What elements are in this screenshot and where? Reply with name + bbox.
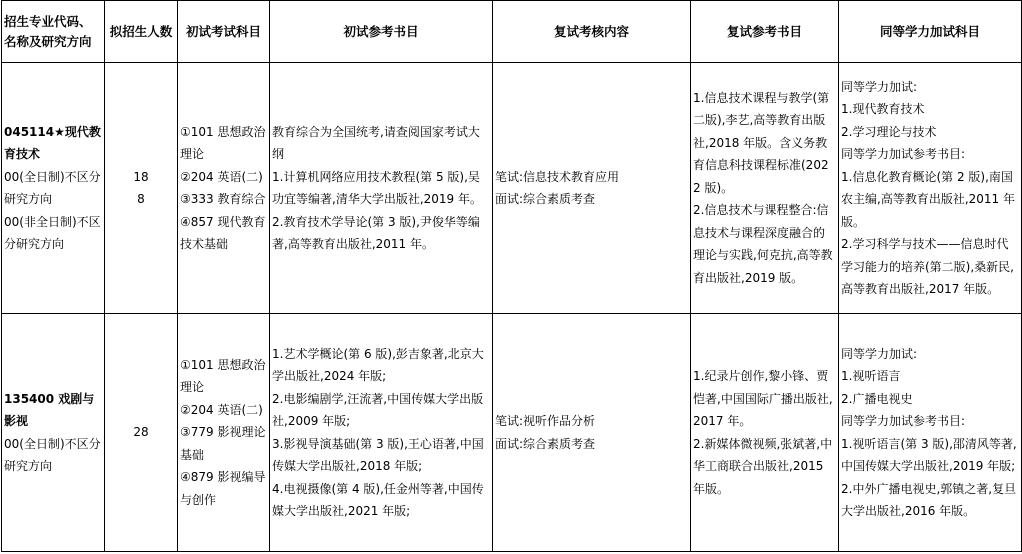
admissions-table — [1, 0, 1022, 552]
exam-subject: ②204 英语(二) — [180, 169, 263, 184]
reference-item: 1.纪录片创作,黎小锋、贾恺著,中国国际广播出版社,2017 年。 — [693, 369, 833, 428]
exam-references-cell — [270, 314, 493, 552]
reference-item: 3.影视导演基础(第 3 版),王心语著,中国传媒大学出版社,2018 年版; — [272, 436, 484, 473]
exam-subjects-cell — [178, 314, 270, 552]
equivalent-item: 2.学习科学与技术——信息时代学习能力的培养(第二版),桑新民,高等教育出版社,2017 年版。 — [841, 237, 1014, 296]
equivalent-item: 同等学力加试: — [841, 346, 918, 361]
equivalent-item: 同等学力加试参考书目: — [841, 414, 966, 428]
major-code: 135400 戏剧与影视 — [4, 391, 95, 428]
reference-item: 2.新媒体微视频,张斌著,中华工商联合出版社,2015 年版。 — [693, 436, 833, 496]
enrollment-count: 18 — [133, 169, 149, 184]
enrollment-count: 8 — [137, 192, 145, 206]
research-direction: 00(全日制)不区分研究方向 — [4, 169, 101, 206]
exam-subjects-cell — [178, 63, 270, 314]
equivalent-item: 同等学力加试: — [841, 79, 918, 94]
equivalent-item: 1.视听语言(第 3 版),邵清风等著,中国传媒大学出版社,2019 年版; — [841, 436, 1017, 473]
reference-item: 教育综合为全国统考,请查阅国家考试大纲 — [272, 124, 480, 161]
exam-subject: ③333 教育综合 — [180, 192, 266, 206]
enrollment-cell — [105, 63, 178, 314]
header-major: 招生专业代码、名称及研究方向 — [2, 1, 105, 63]
reference-item: 1.艺术学概论(第 6 版),彭吉象著,北京大学出版社,2024 年版; — [272, 346, 484, 383]
retest-content-cell — [493, 63, 691, 314]
equivalent-item: 1.视听语言 — [841, 369, 901, 383]
major-cell — [2, 63, 105, 314]
header-exam-subjects: 初试考试科目 — [178, 1, 270, 63]
retest-item: 笔试:信息技术教育应用 — [495, 169, 620, 184]
exam-subject: ④857 现代教育技术基础 — [180, 214, 266, 251]
equivalent-exam-cell — [839, 314, 1022, 552]
table-row — [2, 63, 1022, 314]
equivalent-item: 2.中外广播电视史,郭镇之著,复旦大学出版社,2016 年版。 — [841, 481, 1017, 518]
reference-item: 4.电视摄像(第 4 版),任金州等著,中国传媒大学出版社,2021 年版; — [272, 481, 484, 518]
research-direction: 00(非全日制)不区分研究方向 — [4, 214, 101, 251]
enrollment-cell — [105, 314, 178, 552]
retest-item: 面试:综合素质考查 — [495, 436, 596, 451]
major-cell — [2, 314, 105, 552]
header-row — [2, 1, 1022, 63]
retest-content-cell — [493, 314, 691, 552]
equivalent-item: 2.广播电视史 — [841, 391, 913, 406]
equivalent-item: 1.现代教育技术 — [841, 102, 925, 116]
exam-references-cell — [270, 63, 493, 314]
exam-subject: ④879 影视编导与创作 — [180, 470, 266, 507]
reference-item: 2.电影编剧学,汪流著,中国传媒大学出版社,2009 年版; — [272, 391, 484, 428]
reference-item: 1.计算机网络应用技术教程(第 5 版),吴功宜等编著,清华大学出版社,2019 年。 — [272, 169, 482, 206]
reference-item: 2.教育技术学导论(第 3 版),尹俊华等编著,高等教育出版社,2011 年。 — [272, 214, 480, 251]
retest-item: 面试:综合素质考查 — [495, 192, 596, 206]
retest-item: 笔试:视听作品分析 — [495, 414, 596, 428]
equivalent-item: 同等学力加试参考书目: — [841, 147, 966, 161]
exam-subject: ①101 思想政治理论 — [180, 124, 266, 161]
exam-subject: ②204 英语(二) — [180, 402, 263, 417]
equivalent-item: 2.学习理论与技术 — [841, 124, 937, 139]
retest-references-cell — [691, 63, 839, 314]
major-code: 045114★现代教育技术 — [4, 124, 101, 161]
research-direction: 00(全日制)不区分研究方向 — [4, 436, 101, 473]
retest-references-cell — [691, 314, 839, 552]
header-enrollment: 拟招生人数 — [105, 1, 178, 63]
header-retest-references: 复试参考书目 — [691, 1, 839, 63]
reference-item: 1.信息技术课程与教学(第二版),李艺,高等教育出版社,2018 年版。含义务教育信息科技课程标准(2022 版)。 — [693, 90, 830, 195]
table-row — [2, 314, 1022, 552]
enrollment-count: 28 — [133, 425, 149, 440]
reference-item: 2.信息技术与课程整合:信息技术与课程深度融合的理论与实践,何克抗,高等教育出版社,2019 版。 — [693, 203, 833, 285]
header-equivalent-exam: 同等学力加试科目 — [839, 1, 1022, 63]
equivalent-item: 1.信息化教育概论(第 2 版),南国农主编,高等教育出版社,2011 年版。 — [841, 169, 1015, 229]
exam-subject: ③779 影视理论基础 — [180, 425, 266, 462]
equivalent-exam-cell — [839, 63, 1022, 314]
exam-subject: ①101 思想政治理论 — [180, 357, 266, 395]
header-retest-content: 复试考核内容 — [493, 1, 691, 63]
header-exam-references: 初试参考书目 — [270, 1, 493, 63]
